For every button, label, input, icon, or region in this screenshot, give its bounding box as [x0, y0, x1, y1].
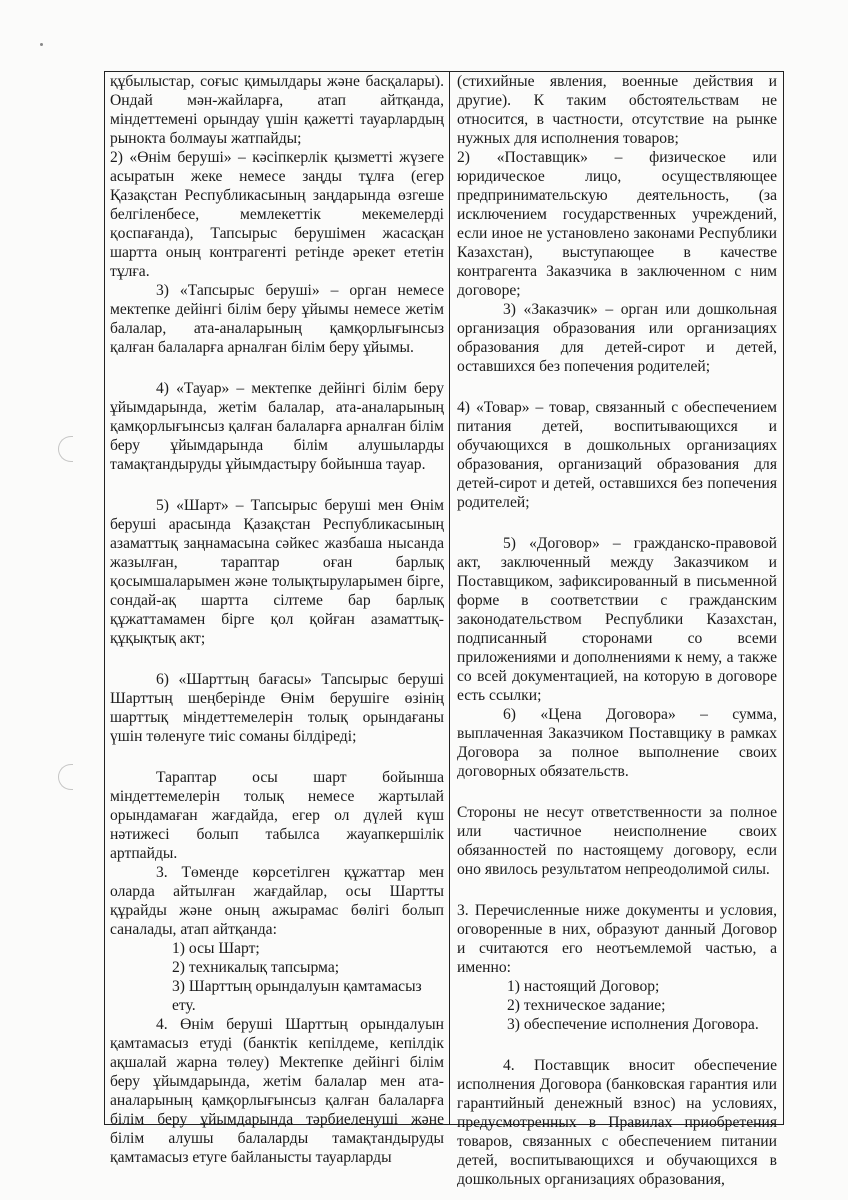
russian-paragraph: 3) обеспечение исполнения Договора. — [507, 1016, 759, 1033]
paragraph-gap — [110, 474, 444, 496]
paragraph-gap — [457, 781, 777, 803]
paragraph-gap — [457, 376, 777, 398]
russian-paragraph: Стороны не несут ответственности за полное или частичное неисполнение своих обязанностей по настоящему договору, если оно явилось результатом непреодолимой силы. — [457, 804, 777, 878]
russian-paragraph: 2) техническое задание; — [507, 997, 666, 1014]
punch-hole-mark — [58, 436, 73, 462]
kazakh-paragraph: 2) техникалық тапсырма; — [172, 959, 340, 976]
kazakh-paragraph: 4. Өнім беруші Шарттың орындалуын қамтамасыз етуді (банктік кепілдеме, кепілдік ақшалай жарна төлеу) Мектепке дейінгі білім беру ұйымдарында, жетім балалар мен ата-аналарының қамқорлығынсыз қалған балаларға білім беру ұйымдарында тәрбиеленуші және білім алушы балаларды тамақтандыруды қамтамасыз етуге байланысты тауарларды — [110, 1016, 444, 1166]
russian-paragraph: 5) «Договор» – гражданско-правовой акт, заключенный между Заказчиком и Поставщиком, зафиксированный в письменной форме в соответствии с гражданским законодательством Республики Казахстан, подписанный сторонами со всеми приложениями и дополнениями к нему, а также со всей документацией, на которую в договоре есть ссылки; — [457, 535, 777, 704]
russian-paragraph: 3. Перечисленные ниже документы и условия, оговоренные в них, образуют данный Договор и считаются его неотъемлемой частью, а именно: — [457, 902, 777, 976]
kazakh-paragraph: 4) «Тауар» – мектепке дейінгі білім беру ұйымдарында, жетім балалар, ата-аналарының қамқорлығынсыз қалған балаларға арналған білім беру ұйымдарында білім алушыларды тамақтандыруды ұйымдастыру бойынша тауар. — [110, 380, 444, 473]
paragraph-gap — [110, 648, 444, 670]
russian-paragraph: 2) «Поставщик» – физическое или юридическое лицо, осуществляющее предпринимательскую деятельность, (за исключением государственных учреждений, если иное не установлено законами Республики Казахстан), выступающее в качестве контрагента Заказчика в заключенном с ним договоре; — [457, 149, 777, 299]
russian-paragraph: 3) «Заказчик» – орган или дошкольная организация образования или организациях образования для детей-сирот и детей, оставшихся без попечения родителей; — [457, 301, 777, 375]
paragraph-gap — [457, 879, 777, 901]
russian-paragraph: (стихийные явления, военные действия и другие). К таким обстоятельствам не относится, в частности, отсутствие на рынке нужных для исполнения товаров; — [457, 73, 777, 147]
kazakh-paragraph: 5) «Шарт» – Тапсырыс беруші мен Өнім беруші арасында Қазақстан Республикасының азаматтық заңнамасына сәйкес жазбаша нысанда жазылған, тараптар оған барлық қосымшаларымен және толықтыруларымен бірге, сондай-ақ шартта сілтеме бар барлық құжаттамамен бірге қол қойған азаматтық-құқықтық акт; — [110, 497, 444, 647]
kazakh-paragraph: 2) «Өнім беруші» – кәсіпкерлік қызметті жүзеге асыратын жеке немесе заңды тұлға (егер Қазақстан Республикасының заңдарында өзгеше белгіленбесе, мемлекеттік мекемелерді қоспағанда), Тапсырыс берушімен жасасқан шартта оның контрагенті ретінде әрекет ететін тұлға. — [110, 149, 444, 280]
kazakh-paragraph: 3) Шарттың орындалуын қамтамасыз ету. — [172, 978, 422, 1014]
paragraph-gap — [457, 1034, 777, 1056]
russian-paragraph: 1) настоящий Договор; — [507, 978, 660, 995]
russian-column — [457, 72, 777, 1189]
kazakh-column — [110, 72, 444, 1167]
kazakh-paragraph: 6) «Шарттың бағасы» Тапсырыс беруші Шарттың шеңберінде Өнім берушіге өзінің шарттық міндеттемелерін толық орындағаны үшін төленуге тиіс соманы білдіреді; — [110, 671, 444, 745]
russian-paragraph: 6) «Цена Договора» – сумма, выплаченная Заказчиком Поставщику в рамках Договора за полное выполнение своих договорных обязательств. — [457, 706, 777, 780]
russian-paragraph: 4) «Товар» – товар, связанный с обеспечением питания детей, воспитывающихся и обучающихся в дошкольных организациях образования, организаций образования для детей-сирот и детей, оставшихся без попечения родителей; — [457, 399, 777, 511]
kazakh-paragraph: 3. Төменде көрсетілген құжаттар мен оларда айтылған жағдайлар, осы Шартты құрайды және оның ажырамас бөлігі болып саналады, атап айтқанда: — [110, 864, 444, 938]
paragraph-gap — [110, 746, 444, 768]
scan-speck — [40, 43, 43, 46]
paragraph-gap — [457, 512, 777, 534]
punch-hole-mark — [58, 764, 73, 790]
kazakh-paragraph: Тараптар осы шарт бойынша міндеттемелерін толық немесе жартылай орындамаған жағдайда, егер ол дүлей күш нәтижесі болып табылса жауапкершілік артпайды. — [110, 769, 444, 862]
paragraph-gap — [110, 357, 444, 379]
kazakh-paragraph: 1) осы Шарт; — [172, 940, 260, 957]
contract-table — [104, 71, 784, 1188]
column-divider — [449, 72, 450, 1124]
kazakh-paragraph: құбылыстар, соғыс қимылдары және басқалары). Ондай мән-жайларға, атап айтқанда, міндеттемені орындау үшін қажетті тауарлардың рынокта болмауы жатпайды; — [110, 73, 444, 147]
kazakh-paragraph: 3) «Тапсырыс беруші» – орган немесе мектепке дейінгі білім беру ұйымы немесе жетім балалар, ата-аналарының қамқорлығынсыз қалған балаларға арналған білім беру ұйымы. — [110, 282, 444, 356]
russian-paragraph: 4. Поставщик вносит обеспечение исполнения Договора (банковская гарантия или гарантийный денежный взнос) на условиях, предусмотренных в Правилах приобретения товаров, связанных с обеспечением питании детей, воспитывающихся и обучающихся в дошкольных организациях образования, — [457, 1057, 777, 1188]
